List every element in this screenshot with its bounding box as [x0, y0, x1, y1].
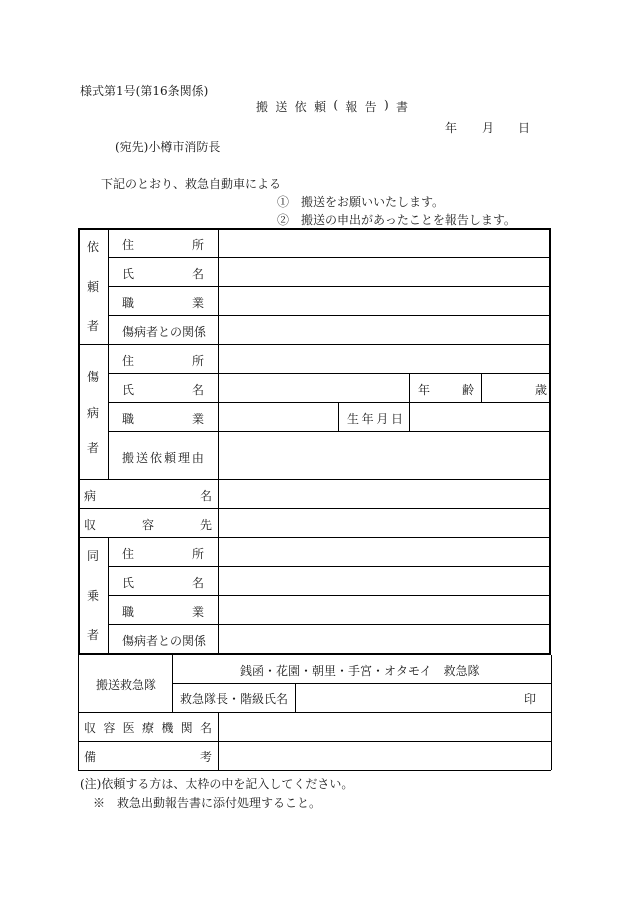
companion-address-label: 住 所 — [122, 547, 204, 561]
remarks-field[interactable] — [220, 742, 550, 769]
requester-relationship-field[interactable] — [220, 316, 550, 343]
disease-name-label: 病 名 — [84, 489, 212, 503]
companion-relationship-field[interactable] — [220, 625, 550, 654]
companion-name-field[interactable] — [220, 567, 550, 594]
patient-occupation-field[interactable] — [220, 403, 337, 430]
patient-address-field[interactable] — [220, 345, 550, 372]
form-number: 様式第1号(第16条関係) — [80, 84, 209, 98]
rule — [172, 655, 173, 712]
hospital-name-field[interactable] — [220, 713, 550, 740]
requester-occupation-label: 職 業 — [122, 296, 204, 310]
requester-name-label: 氏 名 — [122, 267, 204, 281]
seal-mark: 印 — [524, 692, 537, 706]
rule — [218, 712, 219, 770]
captain-name-field[interactable] — [297, 684, 517, 711]
addressee: (宛先)小樽市消防長 — [115, 140, 221, 154]
transport-team-stations: 銭函・花園・朝里・手宮・オタモイ 救急隊 — [240, 664, 480, 678]
companion-group-label: 同 乗 者 — [86, 549, 99, 642]
companion-occupation-field[interactable] — [220, 596, 550, 623]
patient-age-field[interactable] — [483, 374, 533, 401]
rule — [108, 228, 109, 479]
patient-name-label: 氏 名 — [122, 383, 204, 397]
companion-address-field[interactable] — [220, 538, 550, 565]
note-fill-instructions: (注)依頼する方は、太枠の中を記入してください。 — [80, 777, 354, 791]
date-day-label: 日 — [518, 121, 531, 135]
document-title: 搬 送 依 頼 ( 報 告 ) 書 — [256, 98, 408, 114]
companion-relationship-label: 傷病者との関係 — [122, 634, 207, 648]
destination-field[interactable] — [220, 509, 550, 536]
requester-group-label: 依 頼 者 — [86, 240, 99, 333]
rule — [218, 228, 219, 655]
patient-name-field[interactable] — [220, 374, 408, 401]
transport-reason-field[interactable] — [220, 432, 550, 478]
patient-age-label: 年 齢 — [418, 383, 474, 397]
patient-address-label: 住 所 — [122, 354, 204, 368]
rule — [78, 655, 79, 770]
patient-group-label: 傷 病 者 — [86, 370, 99, 455]
intro-text: 下記のとおり、救急自動車による — [101, 177, 282, 191]
transport-team-label: 搬送救急隊 — [96, 678, 157, 692]
rule — [551, 655, 552, 770]
patient-age-unit: 歳 — [535, 383, 548, 397]
hospital-name-label: 収 容 医 療 機 関 名 — [84, 721, 212, 735]
date-month-label: 月 — [482, 121, 495, 135]
transport-reason-label: 搬 送 依 頼 理 由 — [122, 451, 204, 465]
requester-relationship-label: 傷病者との関係 — [122, 325, 207, 339]
companion-name-label: 氏 名 — [122, 576, 204, 590]
requester-occupation-field[interactable] — [220, 287, 550, 314]
rule — [409, 373, 410, 431]
option-report: ② 搬送の申出があったことを報告します。 — [277, 213, 516, 227]
rule — [78, 770, 551, 771]
rule — [481, 373, 482, 402]
requester-name-field[interactable] — [220, 258, 550, 285]
note-attach-report: ※ 救急出動報告書に添付処理すること。 — [93, 796, 322, 810]
captain-label: 救急隊長・階級氏名 — [180, 692, 289, 706]
disease-name-field[interactable] — [220, 480, 550, 507]
date-year-label: 年 — [445, 121, 458, 135]
destination-label: 収 容 先 — [84, 518, 212, 532]
companion-occupation-label: 職 業 — [122, 605, 204, 619]
patient-birthdate-field[interactable] — [411, 403, 550, 430]
rule — [338, 402, 339, 431]
patient-birthdate-label: 生 年 月 日 — [347, 412, 403, 426]
requester-address-label: 住 所 — [122, 238, 204, 252]
patient-occupation-label: 職 業 — [122, 412, 204, 426]
remarks-label: 備 考 — [84, 750, 212, 764]
option-request: ① 搬送をお願いいたします。 — [277, 195, 445, 209]
rule — [295, 683, 296, 712]
requester-address-field[interactable] — [220, 229, 550, 256]
rule — [108, 537, 109, 655]
